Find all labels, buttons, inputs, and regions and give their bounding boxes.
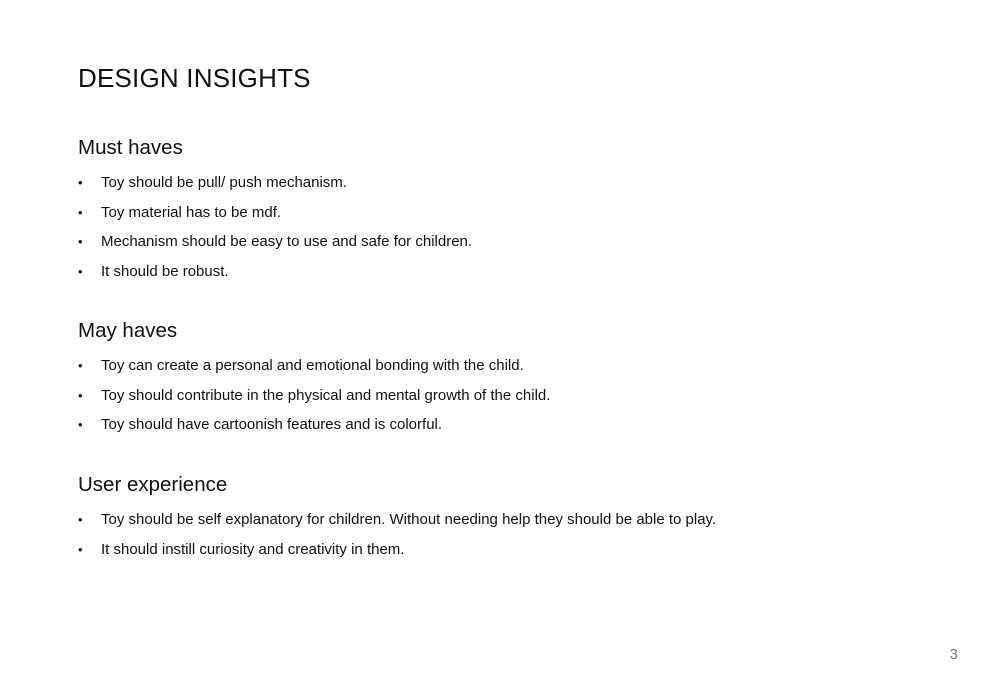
bullet-icon: • — [78, 512, 83, 527]
list-item-text: Toy should have cartoonish features and is colorful. — [101, 416, 443, 433]
bullet-icon: • — [78, 263, 83, 279]
list-item-text: Mechanism should be easy to use and safe for children. — [101, 233, 473, 250]
section-may-haves — [78, 317, 938, 440]
bullet-icon: • — [78, 204, 83, 220]
list-item-text: Toy should be self explanatory for children. Without needing help they should be able to play. — [101, 511, 717, 528]
list-item — [78, 257, 938, 287]
page-number: 3 — [949, 646, 958, 663]
list-item-text: It should instill curiosity and creativity in them. — [101, 540, 405, 558]
list-item — [78, 410, 938, 440]
list-item — [78, 505, 938, 535]
page-title: DESIGN INSIGHTS — [78, 63, 311, 93]
list-item — [78, 381, 938, 411]
list-item — [78, 535, 938, 565]
list-item-text: Toy material has to be mdf. — [101, 203, 282, 221]
bullet-icon: • — [78, 358, 83, 373]
list-item — [78, 227, 938, 257]
bullet-list — [78, 168, 938, 286]
bullet-list — [78, 351, 938, 440]
list-item-text: Toy should contribute in the physical and mental growth of the child. — [101, 386, 551, 404]
bullet-icon: • — [78, 417, 83, 432]
section-heading: May haves — [78, 319, 178, 342]
list-item-text: Toy should be pull/ push mechanism. — [101, 174, 347, 191]
list-item-text: Toy can create a personal and emotional bonding with the child. — [101, 357, 524, 374]
bullet-icon: • — [78, 175, 83, 190]
section-heading: Must haves — [78, 136, 183, 159]
section-must-haves — [78, 134, 938, 286]
bullet-list — [78, 505, 938, 564]
bullet-icon: • — [78, 234, 83, 249]
section-heading: User experience — [78, 473, 228, 496]
bullet-icon: • — [78, 387, 83, 403]
section-user-experience — [78, 471, 938, 564]
list-item-text: It should be robust. — [101, 262, 229, 280]
list-item — [78, 351, 938, 381]
list-item — [78, 168, 938, 198]
bullet-icon: • — [78, 541, 83, 557]
list-item — [78, 198, 938, 228]
